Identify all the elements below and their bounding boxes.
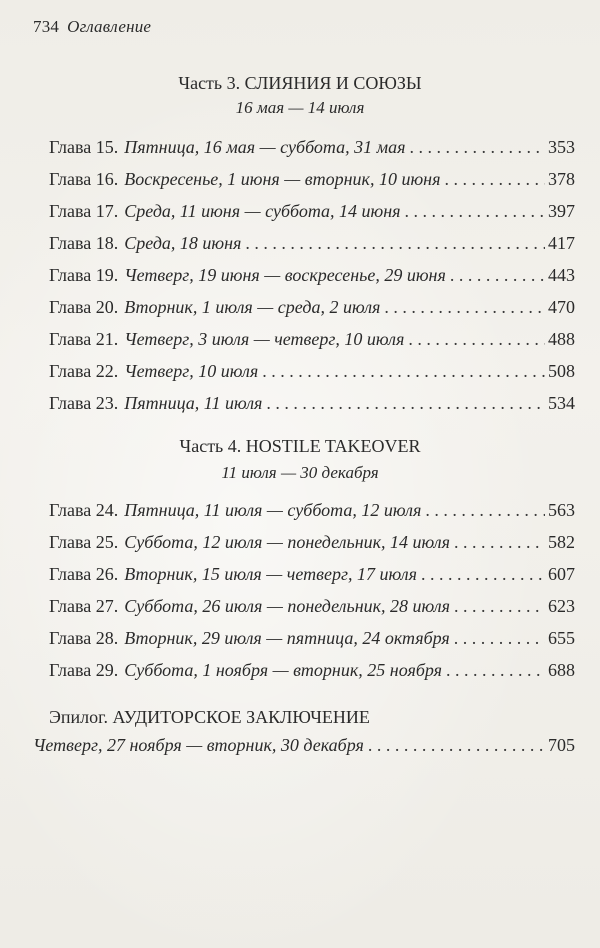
chapter-label: Глава 26. bbox=[49, 564, 119, 584]
chapter-title: Вторник, 1 июля — среда, 2 июля bbox=[124, 297, 381, 317]
chapter-label: Глава 28. bbox=[49, 628, 119, 648]
toc-entry[interactable] bbox=[49, 500, 575, 524]
toc-entry[interactable] bbox=[49, 265, 575, 289]
chapter-label: Глава 25. bbox=[49, 532, 119, 552]
dot-leader bbox=[368, 735, 545, 756]
chapter-page: 353 bbox=[548, 137, 575, 157]
epilog-title: Четверг, 27 ноября — вторник, 30 декабря bbox=[33, 735, 364, 755]
chapter-page: 488 bbox=[548, 329, 575, 349]
chapter-title: Воскресенье, 1 июня — вторник, 10 июня bbox=[124, 169, 441, 189]
chapter-page: 623 bbox=[548, 596, 575, 616]
toc-entry[interactable] bbox=[49, 596, 575, 620]
part-dates: 11 июля — 30 декабря bbox=[221, 463, 379, 482]
dot-leader bbox=[408, 329, 545, 350]
chapter-title: Среда, 18 июня bbox=[124, 233, 242, 253]
page-number: 734 bbox=[33, 17, 60, 36]
epilog-heading: Эпилог. АУДИТОРСКОЕ ЗАКЛЮЧЕНИЕ bbox=[49, 707, 370, 727]
toc-entry[interactable] bbox=[49, 169, 575, 193]
dot-leader bbox=[266, 393, 545, 414]
dot-leader bbox=[409, 137, 545, 158]
running-head bbox=[33, 17, 151, 37]
chapter-label: Глава 18. bbox=[49, 233, 119, 253]
dot-leader bbox=[450, 265, 545, 286]
chapter-page: 655 bbox=[548, 628, 575, 648]
chapter-title: Суббота, 12 июля — понедельник, 14 июля bbox=[124, 532, 451, 552]
part-heading: Часть 4. HOSTILE TAKEOVER bbox=[179, 436, 421, 456]
chapter-page: 417 bbox=[548, 233, 575, 253]
chapter-title: Пятница, 11 июля bbox=[124, 393, 263, 413]
dot-leader bbox=[262, 361, 545, 382]
dot-leader bbox=[454, 628, 545, 649]
toc-entry[interactable] bbox=[49, 564, 575, 588]
chapter-title: Четверг, 10 июля bbox=[124, 361, 259, 381]
toc-entry[interactable] bbox=[49, 297, 575, 321]
chapter-page: 378 bbox=[548, 169, 575, 189]
toc-entry[interactable] bbox=[49, 532, 575, 556]
chapter-title: Четверг, 3 июля — четверг, 10 июля bbox=[124, 329, 405, 349]
chapter-page: 397 bbox=[548, 201, 575, 221]
chapter-label: Глава 17. bbox=[49, 201, 119, 221]
chapter-label: Глава 27. bbox=[49, 596, 119, 616]
running-head-title: Оглавление bbox=[67, 17, 152, 36]
chapter-label: Глава 16. bbox=[49, 169, 119, 189]
chapter-label: Глава 29. bbox=[49, 660, 119, 680]
toc-entry[interactable] bbox=[49, 329, 575, 353]
dot-leader bbox=[421, 564, 545, 585]
epilog-page: 705 bbox=[548, 735, 575, 755]
chapter-label: Глава 23. bbox=[49, 393, 119, 413]
dot-leader bbox=[384, 297, 545, 318]
toc-entry[interactable] bbox=[49, 361, 575, 385]
chapter-title: Суббота, 1 ноября — вторник, 25 ноября bbox=[124, 660, 443, 680]
chapter-title: Вторник, 29 июля — пятница, 24 октября bbox=[124, 628, 450, 648]
chapter-label: Глава 19. bbox=[49, 265, 119, 285]
chapter-label: Глава 20. bbox=[49, 297, 119, 317]
chapter-title: Пятница, 11 июля — суббота, 12 июля bbox=[124, 500, 422, 520]
toc-entry[interactable] bbox=[49, 201, 575, 225]
chapter-title: Вторник, 15 июля — четверг, 17 июля bbox=[124, 564, 417, 584]
chapter-page: 582 bbox=[548, 532, 575, 552]
chapter-page: 443 bbox=[548, 265, 575, 285]
chapter-page: 563 bbox=[548, 500, 575, 520]
chapter-label: Глава 21. bbox=[49, 329, 119, 349]
dot-leader bbox=[446, 660, 545, 681]
chapter-page: 534 bbox=[548, 393, 575, 413]
chapter-page: 688 bbox=[548, 660, 575, 680]
toc-entry[interactable] bbox=[49, 233, 575, 257]
dot-leader bbox=[454, 596, 545, 617]
chapter-label: Глава 24. bbox=[49, 500, 119, 520]
part-heading: Часть 3. СЛИЯНИЯ И СОЮЗЫ bbox=[178, 73, 422, 93]
chapter-title: Четверг, 19 июня — воскресенье, 29 июня bbox=[124, 265, 446, 285]
chapter-page: 508 bbox=[548, 361, 575, 381]
dot-leader bbox=[425, 500, 545, 521]
chapter-page: 470 bbox=[548, 297, 575, 317]
chapter-title: Суббота, 26 июля — понедельник, 28 июля bbox=[124, 596, 451, 616]
toc-entry[interactable] bbox=[49, 137, 575, 161]
toc-entry[interactable] bbox=[49, 628, 575, 652]
dot-leader bbox=[245, 233, 545, 254]
chapter-title: Пятница, 16 мая — суббота, 31 мая bbox=[124, 137, 406, 157]
dot-leader bbox=[405, 201, 545, 222]
toc-entry[interactable] bbox=[49, 393, 575, 417]
dot-leader bbox=[444, 169, 545, 190]
chapter-label: Глава 22. bbox=[49, 361, 119, 381]
chapter-title: Среда, 11 июня — суббота, 14 июня bbox=[124, 201, 401, 221]
chapter-page: 607 bbox=[548, 564, 575, 584]
toc-entry[interactable] bbox=[49, 660, 575, 684]
dot-leader bbox=[454, 532, 545, 553]
chapter-label: Глава 15. bbox=[49, 137, 119, 157]
toc-entry[interactable] bbox=[33, 735, 575, 759]
part-dates: 16 мая — 14 июля bbox=[235, 98, 365, 117]
